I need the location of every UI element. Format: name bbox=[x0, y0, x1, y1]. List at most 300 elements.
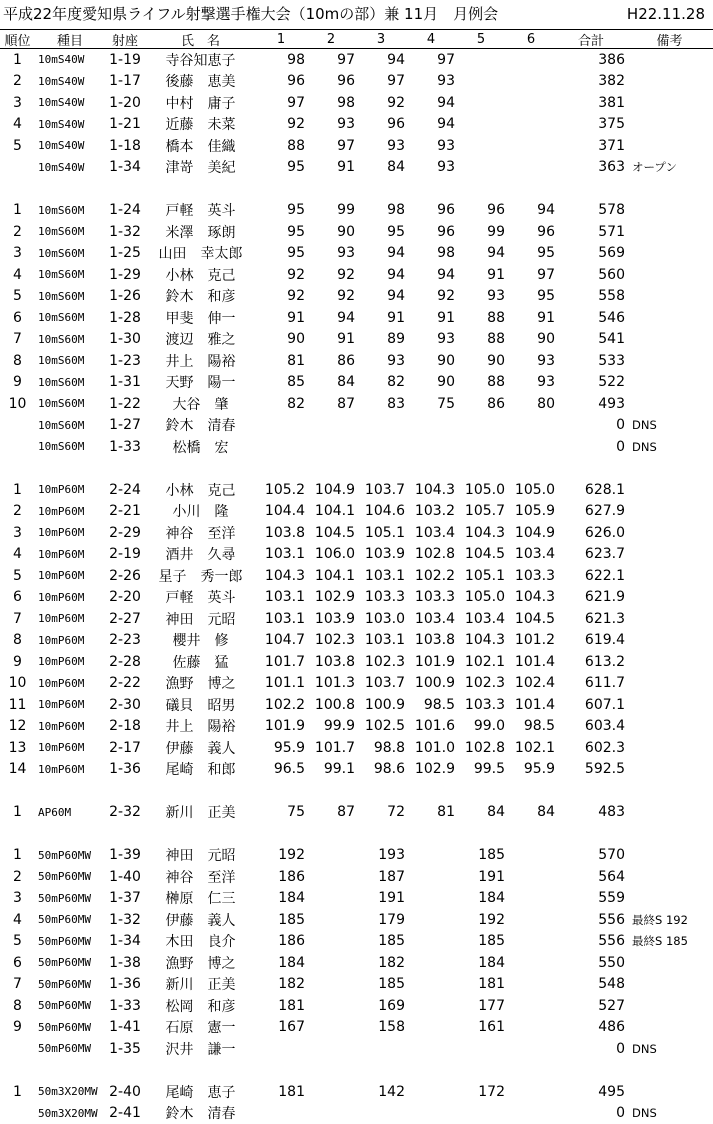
result-row bbox=[0, 931, 713, 953]
event-cell: 50mP60MW bbox=[38, 1020, 91, 1034]
lane-cell: 2-19 bbox=[109, 546, 141, 563]
event-cell: 10mP60M bbox=[38, 719, 85, 733]
score-cell: 89 bbox=[387, 331, 405, 348]
score-cell: 185 bbox=[478, 933, 505, 950]
name-cell: 鈴木 和彦 bbox=[165, 289, 236, 306]
score-cell: 104.6 bbox=[364, 503, 405, 520]
result-row bbox=[0, 501, 713, 523]
event-cell: 50m3X20MW bbox=[38, 1085, 98, 1099]
score-cell: 103.4 bbox=[414, 524, 455, 541]
score-cell: 177 bbox=[478, 997, 505, 1014]
score-cell: 103.1 bbox=[264, 589, 305, 606]
lane-cell: 1-29 bbox=[109, 266, 141, 283]
rank-cell: 7 bbox=[13, 610, 22, 627]
score-cell: 93 bbox=[387, 137, 405, 154]
event-cell: 50m3X20MW bbox=[38, 1106, 98, 1120]
lane-cell: 2-40 bbox=[109, 1083, 141, 1100]
score-cell: 103.1 bbox=[364, 567, 405, 584]
event-cell: 10mP60M bbox=[38, 655, 85, 669]
result-row bbox=[0, 49, 713, 71]
result-row bbox=[0, 350, 713, 372]
score-cell: 102.3 bbox=[314, 632, 355, 649]
col-header-series-2: 2 bbox=[326, 31, 336, 47]
score-cell: 158 bbox=[378, 1019, 405, 1036]
score-cell: 102.2 bbox=[264, 696, 305, 713]
col-header-series-5: 5 bbox=[476, 31, 486, 47]
score-cell: 92 bbox=[337, 266, 355, 283]
result-row bbox=[0, 135, 713, 157]
rank-cell: 4 bbox=[13, 546, 22, 563]
score-cell: 103.9 bbox=[364, 546, 405, 563]
score-cell: 98.8 bbox=[373, 739, 405, 756]
total-cell: 602.3 bbox=[584, 739, 625, 756]
name-cell: 新川 正美 bbox=[165, 805, 236, 822]
event-cell: 50mP60MW bbox=[38, 891, 91, 905]
col-header-lane: 射座 bbox=[111, 33, 138, 49]
name-cell: 鈴木 清春 bbox=[165, 1106, 236, 1123]
score-cell: 99.1 bbox=[323, 761, 355, 778]
score-cell: 97 bbox=[437, 51, 455, 68]
lane-cell: 1-36 bbox=[109, 761, 141, 778]
score-cell: 192 bbox=[478, 911, 505, 928]
score-cell: 94 bbox=[437, 266, 455, 283]
name-cell: 伊藤 義人 bbox=[165, 740, 236, 757]
note-cell: 最終S 185 bbox=[632, 934, 688, 949]
score-cell: 87 bbox=[337, 395, 355, 412]
result-row bbox=[0, 608, 713, 630]
note-cell: 最終S 192 bbox=[632, 912, 688, 927]
result-row bbox=[0, 630, 713, 652]
lane-cell: 1-32 bbox=[109, 911, 141, 928]
total-cell: 619.4 bbox=[584, 632, 625, 649]
total-cell: 613.2 bbox=[584, 653, 625, 670]
result-row bbox=[0, 1103, 713, 1124]
score-cell: 84 bbox=[487, 804, 505, 821]
result-row bbox=[0, 565, 713, 587]
section-spacer bbox=[0, 178, 713, 200]
result-row bbox=[0, 1038, 713, 1060]
lane-cell: 1-17 bbox=[109, 73, 141, 90]
score-cell: 101.4 bbox=[514, 653, 555, 670]
name-cell: 寺谷知恵子 bbox=[165, 52, 236, 69]
score-cell: 93 bbox=[437, 159, 455, 176]
result-row bbox=[0, 716, 713, 738]
event-cell: 50mP60MW bbox=[38, 999, 91, 1013]
event-cell: 10mS60M bbox=[38, 225, 85, 239]
score-cell: 98.5 bbox=[523, 718, 555, 735]
rank-cell: 1 bbox=[13, 804, 22, 821]
lane-cell: 1-39 bbox=[109, 847, 141, 864]
lane-cell: 1-40 bbox=[109, 868, 141, 885]
score-cell: 101.4 bbox=[514, 696, 555, 713]
result-row bbox=[0, 651, 713, 673]
event-cell: 10mP60M bbox=[38, 633, 85, 647]
result-section bbox=[0, 49, 713, 178]
lane-cell: 2-41 bbox=[109, 1105, 141, 1122]
score-cell: 96 bbox=[437, 223, 455, 240]
total-cell: 592.5 bbox=[584, 761, 625, 778]
col-header-remarks: 備考 bbox=[656, 33, 683, 49]
score-cell: 93 bbox=[387, 352, 405, 369]
name-cell: 漁野 博之 bbox=[165, 676, 236, 693]
total-cell: 564 bbox=[598, 868, 625, 885]
event-cell: 10mS60M bbox=[38, 203, 85, 217]
result-row bbox=[0, 264, 713, 286]
score-cell: 91 bbox=[387, 309, 405, 326]
page-title: 平成22年度愛知県ライフル射撃選手権大会（10mの部）兼 11月 月例会 bbox=[3, 5, 499, 23]
name-cell: 尾崎 恵子 bbox=[165, 1084, 236, 1101]
event-cell: 10mS40W bbox=[38, 96, 85, 110]
lane-cell: 2-26 bbox=[109, 567, 141, 584]
total-cell: 571 bbox=[598, 223, 625, 240]
lane-cell: 1-26 bbox=[109, 288, 141, 305]
total-cell: 603.4 bbox=[584, 718, 625, 735]
col-header-event: 種目 bbox=[56, 33, 83, 49]
score-cell: 186 bbox=[278, 868, 305, 885]
event-cell: 10mP60M bbox=[38, 547, 85, 561]
name-cell: 尾崎 和郎 bbox=[165, 762, 236, 779]
score-cell: 91 bbox=[487, 266, 505, 283]
total-cell: 495 bbox=[598, 1083, 625, 1100]
total-cell: 0 bbox=[616, 417, 625, 434]
result-row bbox=[0, 845, 713, 867]
name-cell: 近藤 未菜 bbox=[165, 117, 236, 134]
score-cell: 87 bbox=[337, 804, 355, 821]
total-cell: 0 bbox=[616, 1105, 625, 1122]
col-header-name: 氏 名 bbox=[180, 33, 220, 49]
score-cell: 104.3 bbox=[514, 589, 555, 606]
rank-cell: 13 bbox=[8, 739, 27, 756]
lane-cell: 1-21 bbox=[109, 116, 141, 133]
name-cell: 小川 隆 bbox=[172, 504, 229, 521]
score-cell: 90 bbox=[437, 374, 455, 391]
result-section bbox=[0, 200, 713, 458]
score-cell: 181 bbox=[278, 997, 305, 1014]
name-cell: 神田 元昭 bbox=[165, 848, 236, 865]
score-cell: 103.8 bbox=[414, 632, 455, 649]
score-cell: 93 bbox=[537, 374, 555, 391]
event-cell: 10mP60M bbox=[38, 590, 85, 604]
score-cell: 100.9 bbox=[364, 696, 405, 713]
total-cell: 546 bbox=[598, 309, 625, 326]
lane-cell: 1-35 bbox=[109, 1040, 141, 1057]
event-cell: 10mS60M bbox=[38, 397, 85, 411]
score-cell: 103.4 bbox=[464, 610, 505, 627]
score-cell: 104.5 bbox=[314, 524, 355, 541]
name-cell: 小林 克己 bbox=[165, 482, 236, 499]
score-cell: 80 bbox=[537, 395, 555, 412]
score-cell: 99.0 bbox=[473, 718, 505, 735]
name-cell: 小林 克己 bbox=[165, 267, 236, 284]
score-cell: 95.9 bbox=[273, 739, 305, 756]
score-cell: 95 bbox=[287, 159, 305, 176]
score-cell: 104.3 bbox=[464, 524, 505, 541]
score-cell: 97 bbox=[287, 94, 305, 111]
rank-cell: 6 bbox=[13, 589, 22, 606]
score-cell: 90 bbox=[287, 331, 305, 348]
total-cell: 550 bbox=[598, 954, 625, 971]
result-row bbox=[0, 587, 713, 609]
score-cell: 104.9 bbox=[514, 524, 555, 541]
score-cell: 88 bbox=[287, 137, 305, 154]
score-cell: 99 bbox=[487, 223, 505, 240]
lane-cell: 2-20 bbox=[109, 589, 141, 606]
note-cell: DNS bbox=[632, 1041, 657, 1056]
score-cell: 102.9 bbox=[314, 589, 355, 606]
rank-cell: 7 bbox=[13, 331, 22, 348]
date-label: H22.11.28 bbox=[626, 5, 705, 23]
rank-cell: 11 bbox=[8, 696, 27, 713]
rank-cell: 6 bbox=[13, 954, 22, 971]
event-cell: 50mP60MW bbox=[38, 848, 91, 862]
score-cell: 104.7 bbox=[264, 632, 305, 649]
score-cell: 102.5 bbox=[364, 718, 405, 735]
total-cell: 0 bbox=[616, 1040, 625, 1057]
score-cell: 102.8 bbox=[464, 739, 505, 756]
rank-cell: 2 bbox=[13, 503, 22, 520]
name-cell: 神谷 至洋 bbox=[165, 869, 236, 886]
score-cell: 106.0 bbox=[314, 546, 355, 563]
score-cell: 93 bbox=[437, 331, 455, 348]
name-cell: 橋本 佳織 bbox=[165, 138, 236, 155]
lane-cell: 1-19 bbox=[109, 51, 141, 68]
name-cell: 伊藤 義人 bbox=[165, 912, 236, 929]
event-cell: 50mP60MW bbox=[38, 870, 91, 884]
event-cell: 10mS40W bbox=[38, 74, 85, 88]
event-cell: 10mS40W bbox=[38, 139, 85, 153]
score-cell: 96 bbox=[437, 202, 455, 219]
score-cell: 103.4 bbox=[514, 546, 555, 563]
note-cell: オープン bbox=[632, 160, 677, 175]
score-cell: 104.3 bbox=[414, 481, 455, 498]
score-cell: 84 bbox=[387, 159, 405, 176]
result-section bbox=[0, 479, 713, 780]
total-cell: 628.1 bbox=[584, 481, 625, 498]
name-cell: 井上 陽裕 bbox=[165, 353, 236, 370]
section-spacer bbox=[0, 780, 713, 802]
lane-cell: 1-28 bbox=[109, 309, 141, 326]
name-cell: 米澤 琢朗 bbox=[165, 224, 236, 241]
score-cell: 91 bbox=[337, 159, 355, 176]
total-cell: 483 bbox=[598, 804, 625, 821]
score-cell: 105.7 bbox=[464, 503, 505, 520]
event-cell: 10mP60M bbox=[38, 569, 85, 583]
score-cell: 93 bbox=[487, 288, 505, 305]
total-cell: 527 bbox=[598, 997, 625, 1014]
score-cell: 97 bbox=[537, 266, 555, 283]
score-cell: 103.3 bbox=[414, 589, 455, 606]
score-cell: 181 bbox=[478, 976, 505, 993]
rank-cell: 8 bbox=[13, 632, 22, 649]
score-cell: 86 bbox=[337, 352, 355, 369]
result-row bbox=[0, 479, 713, 501]
score-cell: 193 bbox=[378, 847, 405, 864]
score-cell: 86 bbox=[487, 395, 505, 412]
name-cell: 井上 陽裕 bbox=[165, 719, 236, 736]
name-cell: 櫻井 修 bbox=[172, 633, 229, 650]
name-cell: 大谷 肇 bbox=[172, 396, 229, 413]
score-cell: 103.3 bbox=[514, 567, 555, 584]
name-cell: 山田 幸太郎 bbox=[158, 246, 243, 263]
name-cell: 木田 良介 bbox=[165, 934, 236, 951]
rank-cell: 10 bbox=[8, 395, 27, 412]
score-cell: 167 bbox=[278, 1019, 305, 1036]
score-cell: 100.8 bbox=[314, 696, 355, 713]
total-cell: 556 bbox=[598, 933, 625, 950]
score-cell: 94 bbox=[537, 202, 555, 219]
lane-cell: 1-33 bbox=[109, 997, 141, 1014]
score-cell: 94 bbox=[387, 288, 405, 305]
rank-cell: 8 bbox=[13, 997, 22, 1014]
score-cell: 99.9 bbox=[323, 718, 355, 735]
score-cell: 96 bbox=[287, 73, 305, 90]
result-row bbox=[0, 952, 713, 974]
lane-cell: 2-29 bbox=[109, 524, 141, 541]
result-row bbox=[0, 92, 713, 114]
score-cell: 98 bbox=[287, 51, 305, 68]
rank-cell: 1 bbox=[13, 1083, 22, 1100]
score-cell: 184 bbox=[278, 954, 305, 971]
score-cell: 75 bbox=[287, 804, 305, 821]
score-cell: 88 bbox=[487, 374, 505, 391]
rank-cell: 6 bbox=[13, 309, 22, 326]
event-cell: 10mS60M bbox=[38, 289, 85, 303]
lane-cell: 2-32 bbox=[109, 804, 141, 821]
rank-cell: 1 bbox=[13, 202, 22, 219]
lane-cell: 2-23 bbox=[109, 632, 141, 649]
rank-cell: 4 bbox=[13, 266, 22, 283]
section-spacer bbox=[0, 1060, 713, 1082]
result-row bbox=[0, 995, 713, 1017]
note-cell: DNS bbox=[632, 418, 657, 433]
score-cell: 101.9 bbox=[264, 718, 305, 735]
score-cell: 187 bbox=[378, 868, 405, 885]
score-cell: 81 bbox=[287, 352, 305, 369]
score-cell: 103.4 bbox=[414, 610, 455, 627]
name-cell: 津嵜 美紀 bbox=[165, 160, 236, 177]
lane-cell: 1-32 bbox=[109, 223, 141, 240]
lane-cell: 1-22 bbox=[109, 395, 141, 412]
score-cell: 185 bbox=[378, 976, 405, 993]
event-cell: 10mP60M bbox=[38, 612, 85, 626]
score-cell: 104.3 bbox=[464, 632, 505, 649]
event-cell: AP60M bbox=[38, 805, 72, 819]
score-cell: 94 bbox=[387, 266, 405, 283]
col-header-series-1: 1 bbox=[276, 31, 286, 47]
score-cell: 72 bbox=[387, 804, 405, 821]
total-cell: 570 bbox=[598, 847, 625, 864]
name-cell: 松岡 和彦 bbox=[165, 998, 236, 1015]
lane-cell: 2-18 bbox=[109, 718, 141, 735]
score-cell: 103.8 bbox=[264, 524, 305, 541]
lane-cell: 2-17 bbox=[109, 739, 141, 756]
score-cell: 104.9 bbox=[314, 481, 355, 498]
total-cell: 556 bbox=[598, 911, 625, 928]
score-cell: 192 bbox=[278, 847, 305, 864]
score-cell: 105.1 bbox=[464, 567, 505, 584]
score-cell: 92 bbox=[387, 94, 405, 111]
section-spacer bbox=[0, 823, 713, 845]
score-cell: 75 bbox=[437, 395, 455, 412]
rank-cell: 3 bbox=[13, 524, 22, 541]
result-row bbox=[0, 522, 713, 544]
total-cell: 386 bbox=[598, 51, 625, 68]
score-cell: 169 bbox=[378, 997, 405, 1014]
total-cell: 559 bbox=[598, 890, 625, 907]
score-cell: 103.0 bbox=[364, 610, 405, 627]
name-cell: 漁野 博之 bbox=[165, 955, 236, 972]
score-cell: 102.8 bbox=[414, 546, 455, 563]
result-row bbox=[0, 71, 713, 93]
score-cell: 95 bbox=[287, 202, 305, 219]
score-cell: 100.9 bbox=[414, 675, 455, 692]
score-cell: 191 bbox=[478, 868, 505, 885]
rank-cell: 5 bbox=[13, 137, 22, 154]
score-cell: 92 bbox=[437, 288, 455, 305]
result-row bbox=[0, 221, 713, 243]
event-cell: 10mS40W bbox=[38, 53, 85, 67]
score-cell: 92 bbox=[287, 266, 305, 283]
score-cell: 179 bbox=[378, 911, 405, 928]
name-cell: 礒貝 昭男 bbox=[165, 697, 236, 714]
score-cell: 104.1 bbox=[314, 567, 355, 584]
name-cell: 甲斐 伸一 bbox=[165, 310, 236, 327]
result-row bbox=[0, 802, 713, 824]
score-cell: 102.3 bbox=[464, 675, 505, 692]
score-cell: 103.9 bbox=[314, 610, 355, 627]
event-cell: 10mP60M bbox=[38, 698, 85, 712]
lane-cell: 2-21 bbox=[109, 503, 141, 520]
total-cell: 611.7 bbox=[584, 675, 625, 692]
score-cell: 91 bbox=[337, 331, 355, 348]
note-cell: DNS bbox=[632, 439, 657, 454]
result-row bbox=[0, 1017, 713, 1039]
score-cell: 98 bbox=[337, 94, 355, 111]
lane-cell: 1-36 bbox=[109, 976, 141, 993]
score-cell: 96 bbox=[487, 202, 505, 219]
score-cell: 82 bbox=[287, 395, 305, 412]
score-cell: 91 bbox=[437, 309, 455, 326]
score-cell: 94 bbox=[437, 94, 455, 111]
score-cell: 172 bbox=[478, 1083, 505, 1100]
rank-cell: 5 bbox=[13, 567, 22, 584]
score-cell: 105.1 bbox=[364, 524, 405, 541]
lane-cell: 1-37 bbox=[109, 890, 141, 907]
col-header-series-4: 4 bbox=[426, 31, 436, 47]
score-cell: 103.3 bbox=[464, 696, 505, 713]
total-cell: 607.1 bbox=[584, 696, 625, 713]
score-cell: 95.9 bbox=[523, 761, 555, 778]
total-cell: 493 bbox=[598, 395, 625, 412]
results-table bbox=[0, 49, 713, 1124]
score-cell: 191 bbox=[378, 890, 405, 907]
col-header-series-3: 3 bbox=[376, 31, 386, 47]
result-row bbox=[0, 866, 713, 888]
score-cell: 81 bbox=[437, 804, 455, 821]
result-row bbox=[0, 329, 713, 351]
section-spacer bbox=[0, 458, 713, 480]
total-cell: 578 bbox=[598, 202, 625, 219]
score-cell: 92 bbox=[337, 288, 355, 305]
event-cell: 10mS60M bbox=[38, 246, 85, 260]
score-cell: 185 bbox=[478, 847, 505, 864]
score-cell: 93 bbox=[437, 137, 455, 154]
score-cell: 90 bbox=[437, 352, 455, 369]
score-cell: 101.6 bbox=[414, 718, 455, 735]
score-cell: 102.4 bbox=[514, 675, 555, 692]
score-cell: 186 bbox=[278, 933, 305, 950]
event-cell: 10mS40W bbox=[38, 160, 85, 174]
